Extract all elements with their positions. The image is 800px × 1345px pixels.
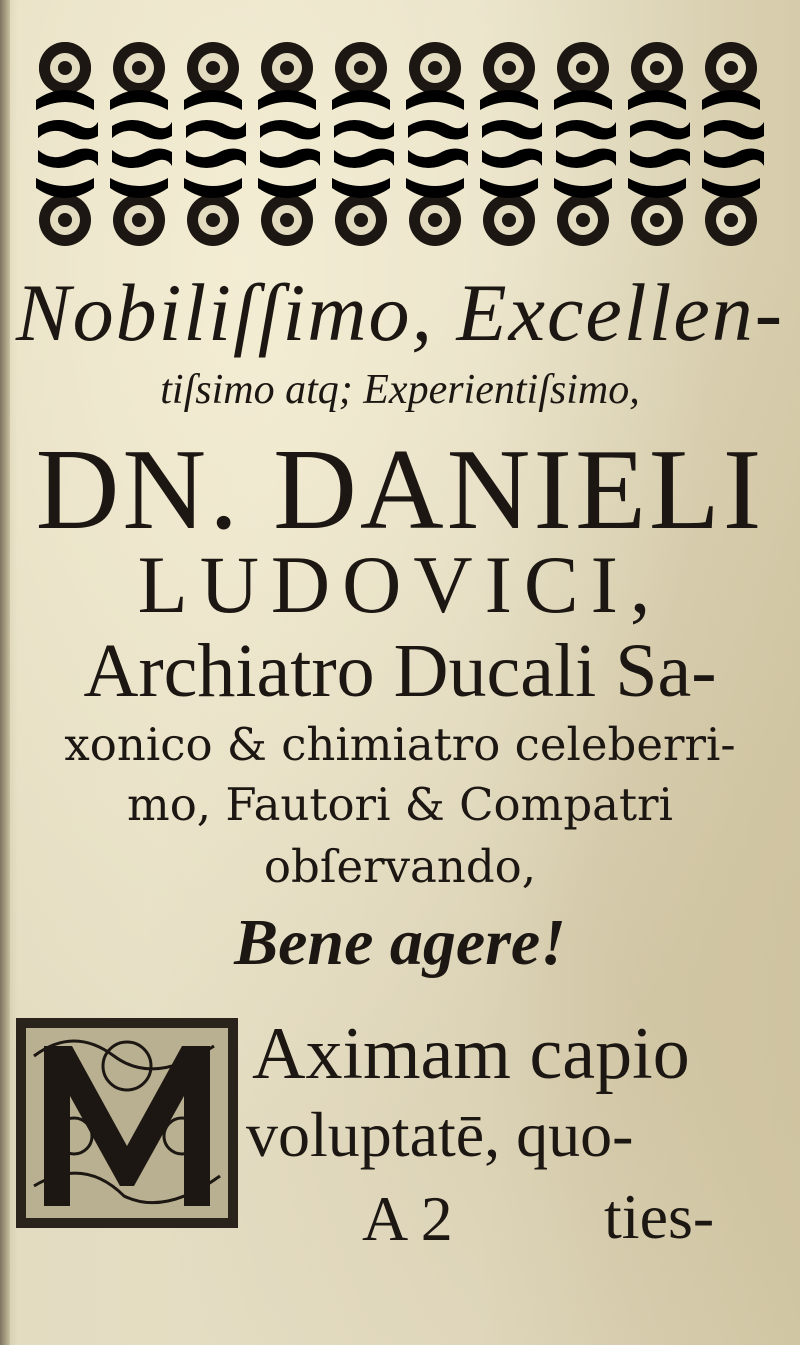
catchword: ties- xyxy=(604,1181,715,1252)
signature-mark: A 2 xyxy=(362,1183,453,1254)
recipient-office-line-2: xonico & chimiatro celeberri- xyxy=(64,718,736,771)
body-text-line-2: voluptatē, quo- xyxy=(246,1099,634,1170)
recipient-name-line-1: DN. DANIELI xyxy=(35,426,765,554)
floral-ornament-band-icon xyxy=(28,30,772,258)
dedication-title-line-2: tiſsimo atq; Experientiſsimo, xyxy=(160,367,640,413)
recipient-name-line-2: LUDOVICI, xyxy=(137,539,663,630)
decorated-initial-m-icon xyxy=(14,1016,240,1230)
recipient-office-line-3: mo, Fautori & Compatri xyxy=(127,778,673,831)
recipient-office-line-1: Archiatro Ducali Sa- xyxy=(83,629,717,713)
greeting: Bene agere! xyxy=(234,906,566,979)
dedication-title-line-1: Nobiliſſimo, Excellen- xyxy=(15,267,785,358)
body-text-line-1: Aximam capio xyxy=(252,1013,690,1095)
recipient-office-line-4: obſervando, xyxy=(263,840,537,893)
